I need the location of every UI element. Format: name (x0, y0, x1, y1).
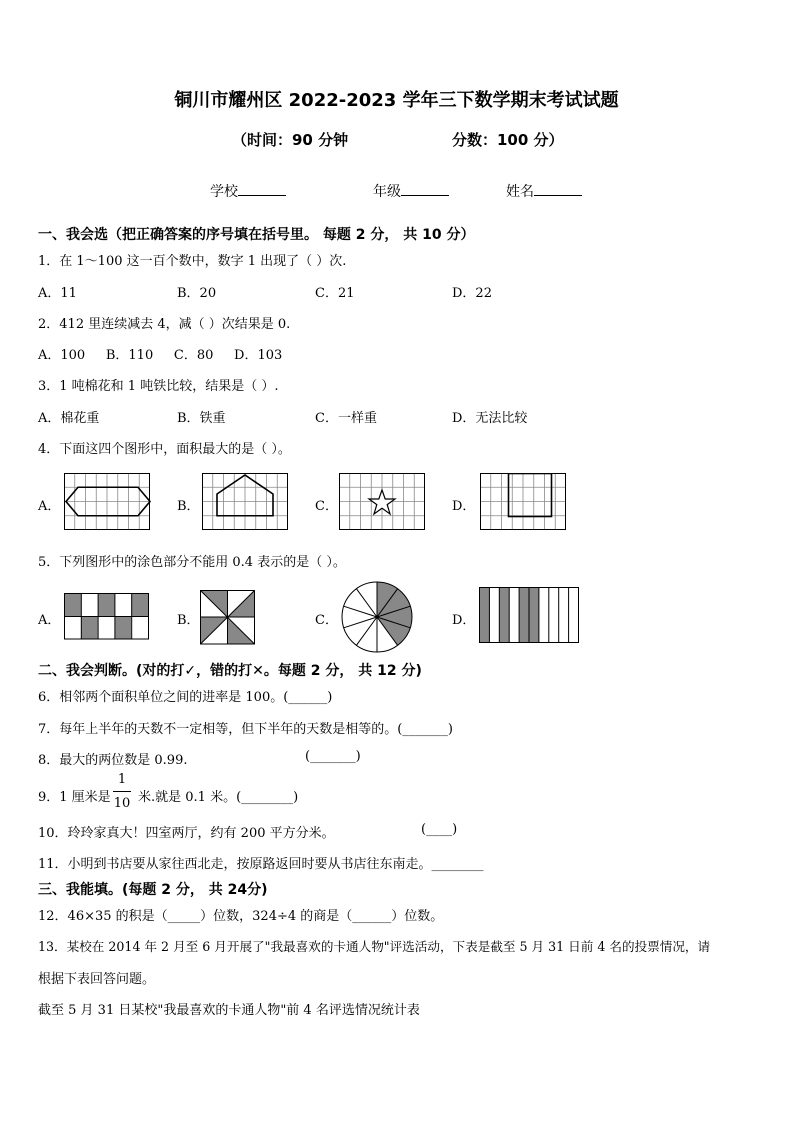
name-label: 姓名 (506, 184, 534, 200)
name-field[interactable] (506, 181, 582, 201)
name-blank[interactable] (534, 181, 582, 196)
question-3: 3．1 吨棉花和 1 吨铁比较，结果是（ ）. (38, 379, 279, 394)
q5-label-d[interactable]: D． (452, 613, 476, 628)
score-info: 分数：100 分） (452, 131, 564, 149)
question-4: 4．下面这四个图形中，面积最大的是（ ）。 (38, 442, 291, 457)
question-1: 1．在 1～100 这一百个数中，数字 1 出现了（ ）次. (38, 254, 347, 269)
q5-figure-d-strips (479, 587, 580, 644)
time-info: （时间：90 分钟 (232, 131, 349, 149)
question-9-suffix[interactable]: 米.就是 0.1 米。(________) (138, 790, 299, 805)
q5-figure-b-square (200, 590, 256, 645)
q3-option-a[interactable]: A．棉花重 (38, 411, 100, 426)
question-13-line-1: 13．某校在 2014 年 2 月至 6 月开展了"我最喜欢的卡通人物"评选活动，下表是截至 5 月 31 日前 4 名的投票情况，请 (38, 939, 711, 954)
section-2-heading: 二、我会判断。(对的打✓，错的打✕。每题 2 分， 共 12 分) (38, 663, 422, 679)
q3-option-b[interactable]: B．铁重 (177, 411, 226, 426)
q5-label-c[interactable]: C． (315, 613, 338, 628)
q13-table-caption: 截至 5 月 31 日某校"我最喜欢的卡通人物"前 4 名评选情况统计表 (38, 1003, 420, 1018)
q2-options[interactable]: A．100 B．110 C．80 D．103 (38, 348, 283, 363)
school-label: 学校 (210, 184, 238, 200)
school-field[interactable] (210, 181, 286, 201)
grade-label: 年级 (373, 184, 401, 200)
question-12[interactable]: 12．46×35 的积是（_____）位数，324÷4 的商是（______）位数。 (38, 909, 444, 924)
q4-label-a[interactable]: A． (38, 499, 61, 514)
grade-blank[interactable] (401, 181, 449, 196)
page-title: 铜川市耀州区 2022-2023 学年三下数学期末考试试题 (174, 90, 619, 111)
q4-figure-d-rectangle (480, 473, 568, 531)
question-6[interactable]: 6．相邻两个面积单位之间的进率是 100。(______) (38, 690, 333, 705)
grade-field[interactable] (373, 181, 449, 201)
q9-fraction-denominator: 10 (113, 796, 131, 811)
q5-label-a[interactable]: A． (38, 613, 61, 628)
q4-label-d[interactable]: D． (452, 499, 476, 514)
q5-label-b[interactable]: B． (177, 613, 200, 628)
q3-option-c[interactable]: C．一样重 (315, 411, 377, 426)
q8-answer-blank[interactable]: (_______) (305, 749, 361, 764)
q4-figure-a-hexagon (64, 473, 152, 531)
question-13-line-2: 根据下表回答问题。 (38, 972, 156, 987)
question-7[interactable]: 7．每年上半年的天数不一定相等，但下半年的天数是相等的。(_______) (38, 722, 453, 737)
q10-answer-blank[interactable]: (____) (421, 822, 458, 837)
q3-option-d[interactable]: D．无法比较 (452, 411, 528, 426)
question-9-prefix: 9．1 厘米是 (38, 790, 111, 805)
q1-option-c[interactable]: C．21 (315, 286, 355, 301)
q4-label-c[interactable]: C． (315, 499, 338, 514)
school-blank[interactable] (238, 181, 286, 196)
q5-figure-a-grid (64, 593, 150, 640)
question-5: 5．下列图形中的涂色部分不能用 0.4 表示的是（ ）。 (38, 555, 346, 570)
section-1-heading: 一、我会选（把正确答案的序号填在括号里。 每题 2 分， 共 10 分） (38, 227, 475, 243)
q9-fraction-bar (113, 791, 131, 792)
q4-figure-c-star (339, 473, 427, 531)
section-3-heading: 三、我能填。(每题 2 分， 共 24分) (38, 882, 268, 898)
q1-option-b[interactable]: B．20 (177, 286, 217, 301)
q5-figure-c-circle (340, 580, 414, 654)
question-10: 10．玲玲家真大！四室两厅，约有 200 平方分米。 (38, 826, 335, 841)
q4-label-b[interactable]: B． (177, 499, 200, 514)
question-2: 2．412 里连续减去 4，减（ ）次结果是 0. (38, 317, 291, 332)
question-11[interactable]: 11．小明到书店要从家往西北走，按原路返回时要从书店往东南走。________ (38, 857, 484, 872)
q1-option-d[interactable]: D．22 (452, 286, 492, 301)
q9-fraction-numerator: 1 (117, 772, 127, 787)
question-8: 8．最大的两位数是 0.99. (38, 753, 188, 768)
q1-option-a[interactable]: A．11 (38, 286, 77, 301)
q4-figure-b-pentagon (202, 473, 290, 531)
